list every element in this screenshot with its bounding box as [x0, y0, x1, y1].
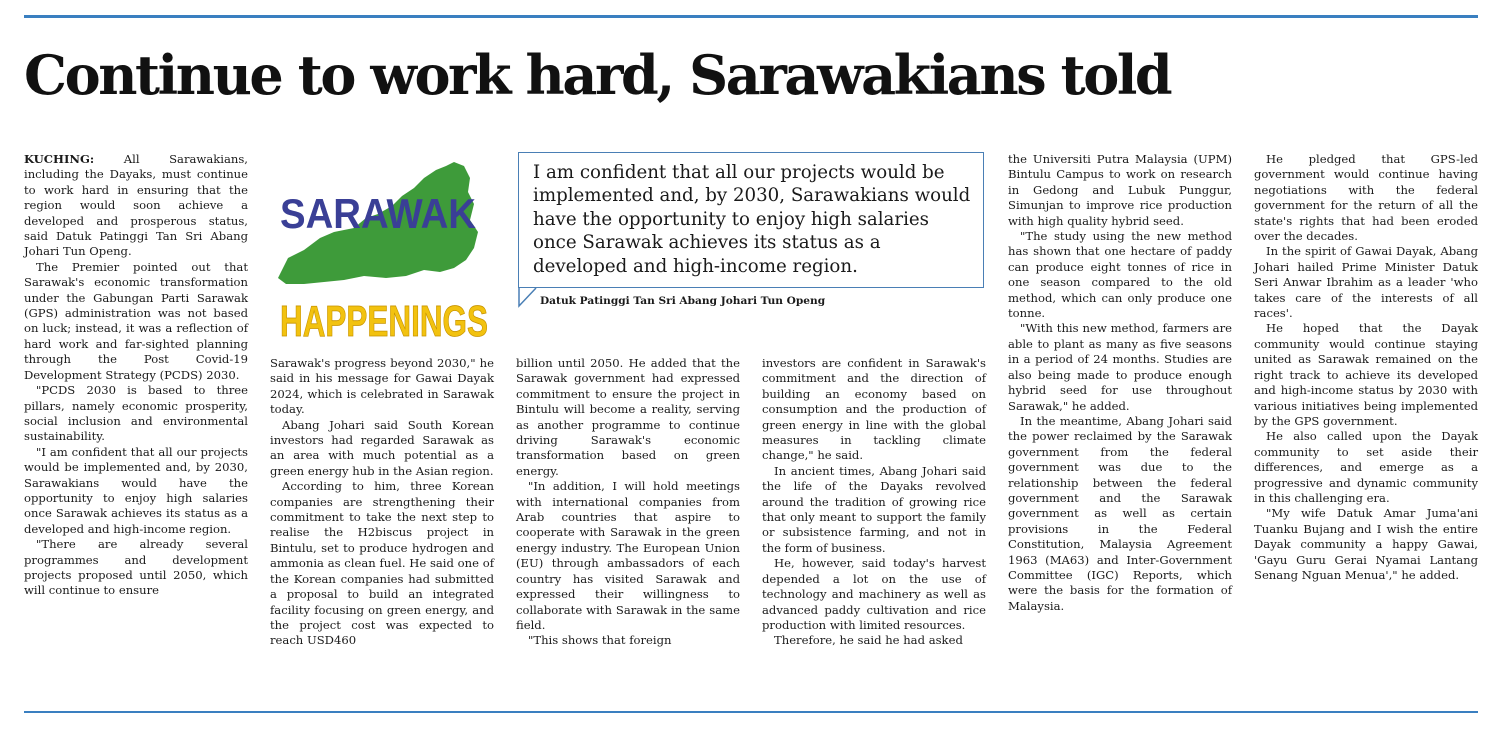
logo-text-happenings: HAPPENINGS — [280, 297, 488, 346]
paragraph: Abang Johari said South Korean investors had regarded Sarawak as an area with much potential as a green energy hub in the Asian region. — [270, 417, 494, 478]
sarawak-happenings-logo — [274, 158, 494, 350]
paragraph: He, however, said today's harvest depended a lot on the use of technology and machinery as well as advanced paddy cultivation and rice production with limited resources. — [762, 556, 986, 632]
paragraph: "There are already several programmes and development projects proposed until 2050, which will continue to ensure — [24, 537, 248, 598]
paragraph: "I am confident that all our projects would be implemented and, by 2030, Sarawakians would have the opportunity to enjoy high salaries once Sarawak achieves its status as a developed and high-income region. — [24, 444, 248, 536]
paragraph: In the meantime, Abang Johari said the power reclaimed by the Sarawak government from the federal government was due to the relationship between the federal government and the Sarawak government as well as certain provisions in the Federal Constitution, Malaysia Agreement 1963 (MA63) and Inter-Government Committee (IGC) Reports, which were the basis for the formation of Malaysia. — [1008, 413, 1232, 613]
top-rule — [24, 15, 1478, 18]
paragraph: He pledged that GPS-led government would continue having negotiations with the federal government for the return of all the state's rights that had been eroded over the decades. — [1254, 152, 1478, 244]
article-column-3 — [516, 356, 740, 710]
paragraph: "The study using the new method has shown that one hectare of paddy can produce eight tonnes of rice in one season compared to the old method, which can only produce one tonne. — [1008, 229, 1232, 321]
pull-quote-box — [518, 152, 984, 288]
paragraph: Therefore, he said he had asked — [774, 633, 963, 648]
paragraph: He also called upon the Dayak community to set aside their differences, and emerge as a progressive and dynamic community in this challenging era. — [1254, 429, 1478, 505]
pull-quote-text: I am confident that all our projects would be implemented and, by 2030, Sarawakians would have the opportunity to enjoy high salaries once Sarawak achieves its status as a developed and high-income region. — [533, 162, 971, 277]
pull-quote-pointer — [518, 288, 538, 308]
article-column-1 — [24, 152, 248, 710]
paragraph — [24, 152, 248, 260]
pull-quote-attribution: Datuk Patinggi Tan Sri Abang Johari Tun Openg — [540, 295, 826, 307]
dateline: KUCHING: — [24, 152, 95, 166]
article-column-4 — [762, 356, 986, 710]
article-column-2 — [270, 356, 494, 710]
paragraph-text: All Sarawakians, including the Dayaks, must continue to work hard in ensuring that the region would soon achieve a developed and prosperous status, said Datuk Patinggi Tan Sri Abang Johari Tun Openg. — [24, 152, 248, 259]
paragraph: The Premier pointed out that Sarawak's economic transformation under the Gabungan Parti Sarawak (GPS) administration was not based on luck; instead, it was a reflection of hard work and far-sighted planning through the Post Covid-19 Development Strategy (PCDS) 2030. — [24, 259, 248, 382]
article-column-6 — [1254, 152, 1478, 710]
paragraph: According to him, three Korean companies are strengthening their commitment to take the next step to realise the H2biscus project in Bintulu, set to produce hydrogen and ammonia as clean fuel. He said one of the Korean companies had submitted a proposal to build an integrated facility focusing on green energy, and the project cost was expected to reach USD460 — [270, 479, 494, 648]
paragraph: In the spirit of Gawai Dayak, Abang Johari hailed Prime Minister Datuk Seri Anwar Ibrahim as a leader 'who takes care of the interests of all races'. — [1254, 244, 1478, 321]
paragraph: billion until 2050. He added that the Sarawak government had expressed commitment to ensure the project in Bintulu will become a reality, serving as another programme to continue driving Sarawak's economic transformation based on green energy. — [516, 356, 740, 478]
paragraph: "My wife Datuk Amar Juma'ani Tuanku Bujang and I wish the entire Dayak community a happy Gawai, 'Gayu Guru Gerai Nyamai Lantang Senang Nguan Menua'," he added. — [1254, 506, 1478, 582]
paragraph: the Universiti Putra Malaysia (UPM) Bintulu Campus to work on research in Gedong and Lubuk Punggur, Simunjan to improve rice production with high quality hybrid seed. — [1008, 152, 1232, 228]
logo-text-sarawak: SARAWAK — [280, 190, 476, 237]
paragraph: "PCDS 2030 is based to three pillars, namely economic prosperity, social inclusion and environmental sustainability. — [24, 383, 248, 444]
paragraph: "With this new method, farmers are able to plant as many as five seasons in a period of 24 months. Studies are also being made to produce enough hybrid seed for use throughout Sarawak," he added. — [1008, 321, 1232, 413]
paragraph: In ancient times, Abang Johari said the life of the Dayaks revolved around the tradition of growing rice that only meant to support the family or subsistence farming, and not in the form of business. — [762, 463, 986, 555]
paragraph: He hoped that the Dayak community would continue staying united as Sarawak remained on the right track to achieve its developed and high-income status by 2030 with various initiatives being implemented by the GPS government. — [1254, 321, 1478, 428]
paragraph: investors are confident in Sarawak's commitment and the direction of building an economy based on consumption and the production of green energy in line with the global measures in tackling climate change," he said. — [762, 356, 986, 463]
paragraph: "This shows that foreign — [528, 633, 672, 648]
bottom-rule — [24, 711, 1478, 713]
paragraph: "In addition, I will hold meetings with international companies from Arab countries that aspire to cooperate with Sarawak in the green energy industry. The European Union (EU) through ambassadors of each country has visited Sarawak and expressed their willingness to collaborate with Sarawak in the same field. — [516, 479, 740, 632]
article-column-5 — [1008, 152, 1232, 710]
paragraph: Sarawak's progress beyond 2030," he said in his message for Gawai Dayak 2024, which is celebrated in Sarawak today. — [270, 356, 494, 417]
headline: Continue to work hard, Sarawakians told — [24, 43, 1171, 107]
